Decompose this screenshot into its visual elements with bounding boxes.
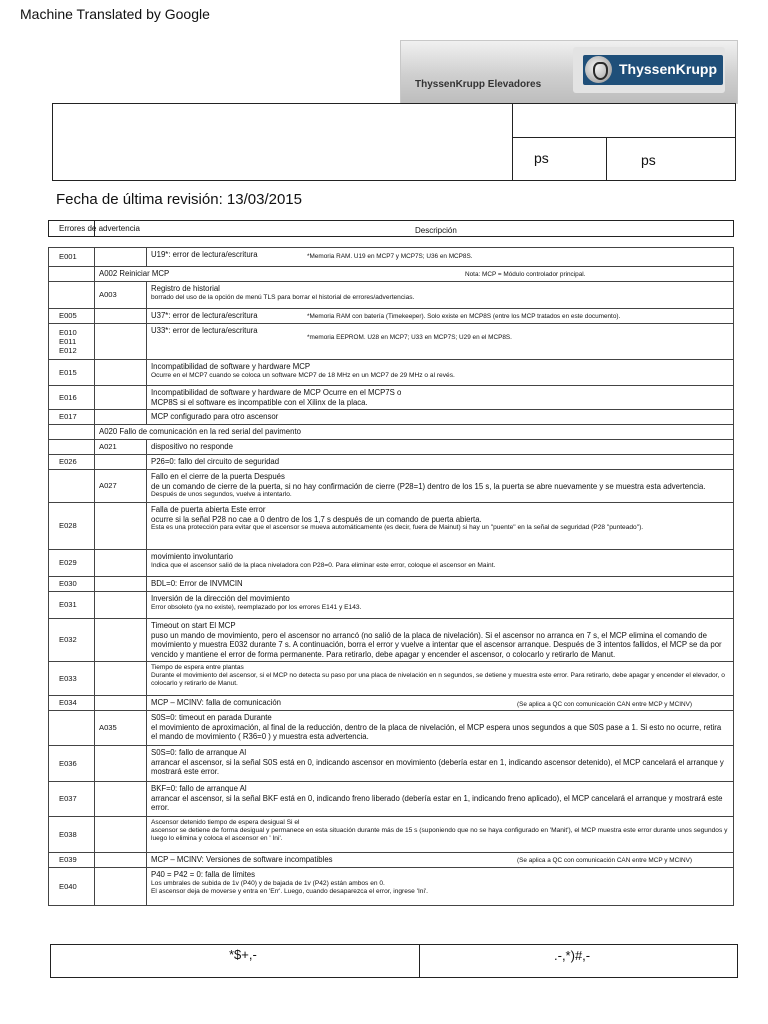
warning-code [95, 817, 147, 853]
row-title: BKF=0: fallo de arranque Al arrancar el ascensor, si la señal BKF está en 0, indicando freno liberado (debería estar en 1, indicando freno aplicado), el MCP cancelará el arranque y mostrará este error. [151, 784, 723, 812]
table-row [49, 577, 734, 592]
header-divider [606, 138, 607, 180]
warning-code [95, 619, 147, 662]
error-code: E026 [49, 455, 95, 470]
row-detail: Error obsoleto (ya no existe), reemplazado por los errores E141 y E143. [151, 603, 362, 611]
row-title: Inversión de la dirección del movimiento [151, 594, 290, 603]
table-row [49, 248, 734, 267]
row-title: U33*: error de lectura/escritura [151, 326, 258, 335]
warning-code [95, 455, 147, 470]
error-code [49, 711, 95, 746]
row-title: S0S=0: timeout en parada Durante el movimiento de aproximación, al final de la reducción, dentro de la placa de nivelación, el MCP espera unos segundos a que S0S pase a 1. Si esto no ocurre, retira el mando de movimiento ( R36=0 ) y muestra esta advertencia. [151, 713, 722, 741]
row-description [147, 696, 734, 711]
row-detail: borrado del uso de la opción de menú TLS para borrar el historial de errores/advertencias. [151, 293, 415, 301]
row-detail: Los umbrales de subida de 1v (P40) y de bajada de 1v (P42) están ambos en 0. El ascensor deja de moverse y entra en 'Err'. Luego, cuando desaparezca el error, ingrese 'Ini'. [151, 879, 428, 895]
warning-code [95, 853, 147, 868]
table-row [49, 425, 734, 440]
row-description [147, 360, 734, 386]
row-detail: Después de unos segundos, vuelve a intentarlo. [151, 491, 292, 498]
row-note-text: memoria EEPROM. U28 en MCP7; U33 en MCP7S; U29 en el MCP8S. [309, 334, 512, 341]
row-note: Nota: MCP = Módulo controlador principal. [465, 271, 586, 278]
header-col-description: Descripción [415, 226, 457, 235]
warning-code [95, 782, 147, 817]
footer-right-text: .-,*)#,- [554, 948, 591, 963]
table-row [49, 267, 734, 282]
row-note [307, 313, 620, 321]
translation-banner: Machine Translated by Google [20, 6, 210, 22]
error-code: E032 [49, 619, 95, 662]
table-row [49, 868, 734, 906]
table-row [49, 746, 734, 782]
table-row [49, 853, 734, 868]
footer-divider [419, 945, 420, 977]
error-code: E037 [49, 782, 95, 817]
warning-code: A003 [95, 282, 147, 309]
table-row [49, 410, 734, 425]
warning-description [95, 425, 734, 440]
row-detail: Tiempo de espera entre plantas Durante el movimiento del ascensor, si el MCP no detecta su paso por una placa de nivelación en n segundos, se detiene y muestra este error. Para retirarlo, debe apagar y encender el elevador, o colocarlo y retirarlo de Manut. [151, 664, 725, 688]
row-title: P26=0: fallo del circuito de seguridad [151, 457, 280, 466]
warning-code: A035 [95, 711, 147, 746]
error-table [48, 247, 734, 906]
error-code: E034 [49, 696, 95, 711]
brand-logo [573, 47, 725, 93]
row-description [147, 853, 734, 868]
table-row [49, 711, 734, 746]
error-code: E033 [49, 662, 95, 696]
row-title: dispositivo no responde [151, 442, 233, 451]
table-header [48, 220, 734, 237]
warning-description [95, 267, 734, 282]
row-description [147, 817, 734, 853]
table-row [49, 503, 734, 550]
table-row [49, 817, 734, 853]
error-code: E036 [49, 746, 95, 782]
table-row [49, 455, 734, 470]
row-detail: Ascensor detenido tiempo de espera desigual Si el ascensor se detiene de forma desigual y permanece en esta situación durante más de 15 s (suponiendo que no se haya configurado en 'Manit'), el MCP muestra este error durante unos segundos y luego lo elimina y coloca el ascensor en ' Ini'. [151, 819, 728, 843]
warning-code [95, 309, 147, 324]
row-note-text: Memoria RAM. U19 en MCP7 y MCP7S; U36 en MCP8S. [309, 253, 473, 260]
row-title: Timeout on start El MCP puso un mando de movimiento, pero el ascensor no arrancó (no salió de la placa de nivelación). Si el ascensor no arranca en 7 s, el MCP elimina el comando de movimiento y muestra E032 durante 7 s. A continuación, borra el error y vuelve a intentar que el ascensor arranque. Después de 3 intentos fallidos, el MCP se da por vencido y mantiene el error de forma permanente. Para retirarlo, debe apagar y encender el ascensor, o colocarlo y retirarlo de Manut. [151, 621, 722, 659]
row-title: Fallo en el cierre de la puerta Después de un comando de cierre de la puerta, si no hay confirmación de cierre (P28=1) dentro de los 15 s, la puerta se abre nuevamente y se muestra esta advertencia. [151, 472, 706, 491]
table-row [49, 662, 734, 696]
warning-code [95, 696, 147, 711]
row-title: movimiento involuntario [151, 552, 233, 561]
error-code: E039 [49, 853, 95, 868]
row-title: BDL=0: Error de INVMCIN [151, 579, 243, 588]
row-description [147, 550, 734, 577]
header-ps-left: ps [534, 150, 549, 166]
row-title: MCP configurado para otro ascensor [151, 412, 279, 421]
error-code: E040 [49, 868, 95, 906]
row-description [147, 282, 734, 309]
warning-code [95, 324, 147, 360]
row-description [147, 503, 734, 550]
row-note-text: (Se aplica a QC con comunicación CAN entre MCP y MCINV) [517, 857, 692, 864]
table-row [49, 440, 734, 455]
row-title: MCP – MCINV: falla de comunicación [151, 698, 281, 707]
row-description [147, 619, 734, 662]
row-title: S0S=0: fallo de arranque Al arrancar el ascensor, si la señal S0S está en 0, indicando ascensor en movimiento (debería estar en 1, indicando ascensor detenido), el MCP cancelará el arranque y mostrará este error. [151, 748, 724, 776]
emblem-icon [585, 56, 612, 83]
row-description [147, 440, 734, 455]
brand-banner [400, 40, 738, 104]
error-code: E015 [49, 360, 95, 386]
row-title: P40 = P42 = 0: falla de límites [151, 870, 256, 879]
error-code: E028 [49, 503, 95, 550]
row-note [517, 701, 692, 709]
row-description [147, 577, 734, 592]
row-description [147, 711, 734, 746]
brand-badge [583, 55, 723, 85]
row-description [147, 386, 734, 410]
error-code: E001 [49, 248, 95, 267]
warning-label: A002 Reiniciar MCP [99, 269, 170, 278]
footer-left-text: *$+,- [229, 947, 257, 962]
table-row [49, 309, 734, 324]
warning-code [95, 503, 147, 550]
table-row [49, 592, 734, 619]
error-code [49, 470, 95, 503]
table-row [49, 470, 734, 503]
row-description [147, 782, 734, 817]
error-code [49, 440, 95, 455]
row-description [147, 324, 734, 360]
row-description [147, 455, 734, 470]
header-ps-right: ps [641, 152, 656, 168]
table-row [49, 386, 734, 410]
warning-code [95, 592, 147, 619]
brand-subtitle: ThyssenKrupp Elevadores [415, 79, 542, 90]
table-row [49, 324, 734, 360]
footer-table [50, 944, 738, 978]
header-col-warnings: Errores de advertencia [59, 224, 140, 233]
row-detail: Esta es una protección para evitar que el ascensor se mueva automáticamente (es decir, fuera de Mainut) si hay un "puente" en la señal de seguridad (P28 "punteado"). [151, 524, 644, 531]
warning-code [95, 550, 147, 577]
asterisk-mark: * [307, 253, 310, 260]
row-title: U19*: error de lectura/escritura [151, 250, 258, 259]
error-code: E016 [49, 386, 95, 410]
error-code: E029 [49, 550, 95, 577]
row-description [147, 248, 734, 267]
table-row [49, 282, 734, 309]
warning-code [95, 360, 147, 386]
revision-date: Fecha de última revisión: 13/03/2015 [56, 191, 302, 208]
warning-code: A021 [95, 440, 147, 455]
asterisk-mark: * [307, 334, 310, 341]
error-code [49, 282, 95, 309]
table-row [49, 360, 734, 386]
row-detail: Indica que el ascensor salió de la placa niveladora con P28=0. Para eliminar este error, coloque el ascensor en Maint. [151, 561, 496, 569]
row-description [147, 470, 734, 503]
warning-code [95, 662, 147, 696]
row-note-text: Memoria RAM con batería (Timekeeper). Solo existe en MCP8S (entre los MCP tratados en este documento). [309, 313, 621, 320]
table-row [49, 782, 734, 817]
warning-code [95, 410, 147, 425]
row-description [147, 746, 734, 782]
warning-code: A027 [95, 470, 147, 503]
row-title: Falla de puerta abierta Este error ocurre si la señal P28 no cae a 0 dentro de los 1,7 s después de un comando de puerta abierta. [151, 505, 482, 524]
row-title: Incompatibilidad de software y hardware de MCP Ocurre en el MCP7S o MCP8S si el software es incompatible con el Xilinx de la placa. [151, 388, 402, 407]
brand-logo-text: ThyssenKrupp [619, 61, 718, 77]
error-code: E038 [49, 817, 95, 853]
row-description [147, 309, 734, 324]
row-description [147, 868, 734, 906]
error-code: E031 [49, 592, 95, 619]
row-note [517, 857, 692, 865]
header-divider [512, 137, 735, 138]
header-divider [512, 104, 513, 180]
warning-code [95, 868, 147, 906]
asterisk-mark: * [307, 313, 310, 320]
header-table [52, 103, 736, 181]
row-description [147, 592, 734, 619]
row-note [307, 253, 473, 261]
row-title: Incompatibilidad de software y hardware MCP [151, 362, 311, 371]
error-code: E005 [49, 309, 95, 324]
error-code: E030 [49, 577, 95, 592]
error-code [49, 267, 95, 282]
row-title: MCP – MCINV: Versiones de software incompatibles [151, 855, 333, 864]
row-note [307, 334, 512, 342]
warning-label: A020 Fallo de comunicación en la red serial del pavimento [99, 427, 301, 436]
row-description [147, 410, 734, 425]
table-row [49, 696, 734, 711]
warning-code [95, 248, 147, 267]
table-row [49, 550, 734, 577]
warning-code [95, 386, 147, 410]
warning-code [95, 746, 147, 782]
row-detail: Ocurre en el MCP7 cuando se coloca un software MCP7 de 18 MHz en un MCP7 de 29 MHz o al revés. [151, 371, 455, 379]
row-title: Registro de historial [151, 284, 220, 293]
warning-code [95, 577, 147, 592]
error-code: E017 [49, 410, 95, 425]
row-description [147, 662, 734, 696]
row-title: U37*: error de lectura/escritura [151, 311, 258, 320]
error-code: E010 E011 E012 [49, 324, 95, 360]
table-row [49, 619, 734, 662]
row-note-text: (Se aplica a QC con comunicación CAN entre MCP y MCINV) [517, 701, 692, 708]
error-code [49, 425, 95, 440]
